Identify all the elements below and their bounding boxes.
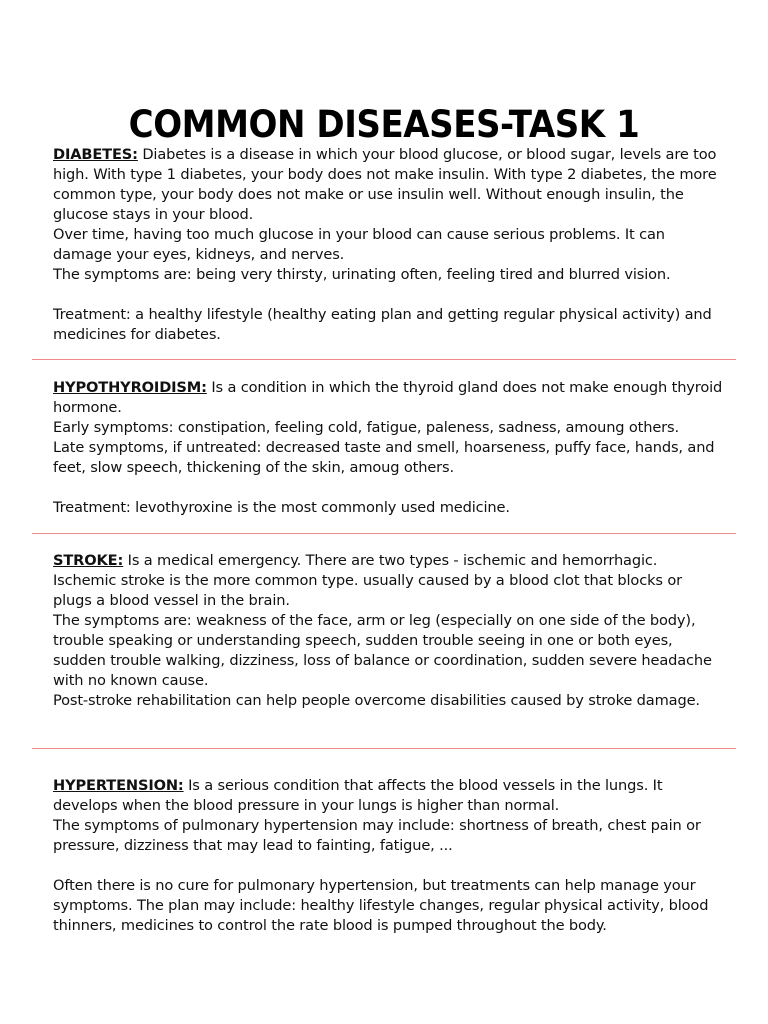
hypothyroidism-term: HYPOTHYROIDISM: <box>53 379 207 396</box>
section-stroke <box>53 551 723 711</box>
hypothyroidism-definition: Is a condition in which the thyroid gland does not make enough thyroid hormone. <box>53 379 723 416</box>
diabetes-treatment: Treatment: a healthy lifestyle (healthy eating plan and getting regular physical activity) and medicines for diabetes. <box>53 306 712 343</box>
stroke-definition: Is a medical emergency. There are two types - ischemic and hemorrhagic. Ischemic stroke is the more common type. usually caused by a blood clot that blocks or plugs a blood vessel in the brain. <box>53 552 682 609</box>
hypertension-paragraph <box>53 776 723 816</box>
stroke-paragraph <box>53 551 723 611</box>
stroke-rehabilitation: Post-stroke rehabilitation can help people overcome disabilities caused by stroke damage. <box>53 692 700 709</box>
diabetes-definition: Diabetes is a disease in which your blood glucose, or blood sugar, levels are too high. With type 1 diabetes, your body does not make insulin. With type 2 diabetes, the more common type, your body does not make or use insulin well. Without enough insulin, the glucose stays in your blood. <box>53 146 717 223</box>
section-hypothyroidism <box>53 378 723 518</box>
section-divider <box>32 748 736 749</box>
section-diabetes <box>53 145 723 345</box>
hypothyroidism-late-symptoms: Late symptoms, if untreated: decreased taste and smell, hoarseness, puffy face, hands, and feet, slow speech, thickening of the skin, amoug others. <box>53 439 715 476</box>
section-divider <box>32 359 736 360</box>
stroke-term: STROKE: <box>53 552 124 569</box>
page-title: COMMON DISEASES-TASK 1 <box>128 102 640 146</box>
diabetes-term: DIABETES: <box>53 146 138 163</box>
stroke-symptoms: The symptoms are: weakness of the face, arm or leg (especially on one side of the body), trouble speaking or understanding speech, sudden trouble seeing in one or both eyes, sudden trouble walking, dizziness, loss of balance or coordination, sudden severe headache with no known cause. <box>53 612 712 689</box>
hypertension-symptoms: The symptoms of pulmonary hypertension may include: shortness of breath, chest pain or pressure, dizziness that may lead to fainting, fatigue, ... <box>53 817 701 854</box>
diabetes-symptoms: The symptoms are: being very thirsty, urinating often, feeling tired and blurred vision. <box>53 266 671 283</box>
hypothyroidism-treatment: Treatment: levothyroxine is the most commonly used medicine. <box>53 499 510 516</box>
hypothyroidism-paragraph <box>53 378 723 418</box>
section-divider <box>32 533 736 534</box>
hypothyroidism-early-symptoms: Early symptoms: constipation, feeling cold, fatigue, paleness, sadness, amoung others. <box>53 419 679 436</box>
diabetes-paragraph <box>53 145 723 225</box>
hypertension-definition: Is a serious condition that affects the blood vessels in the lungs. It develops when the blood pressure in your lungs is higher than normal. <box>53 777 663 814</box>
hypertension-term: HYPERTENSION: <box>53 777 184 794</box>
diabetes-complications: Over time, having too much glucose in your blood can cause serious problems. It can damage your eyes, kidneys, and nerves. <box>53 226 665 263</box>
section-hypertension <box>53 776 723 936</box>
hypertension-treatment: Often there is no cure for pulmonary hypertension, but treatments can help manage your symptoms. The plan may include: healthy lifestyle changes, regular physical activity, blood thinners, medicines to control the rate blood is pumped throughout the body. <box>53 877 709 934</box>
